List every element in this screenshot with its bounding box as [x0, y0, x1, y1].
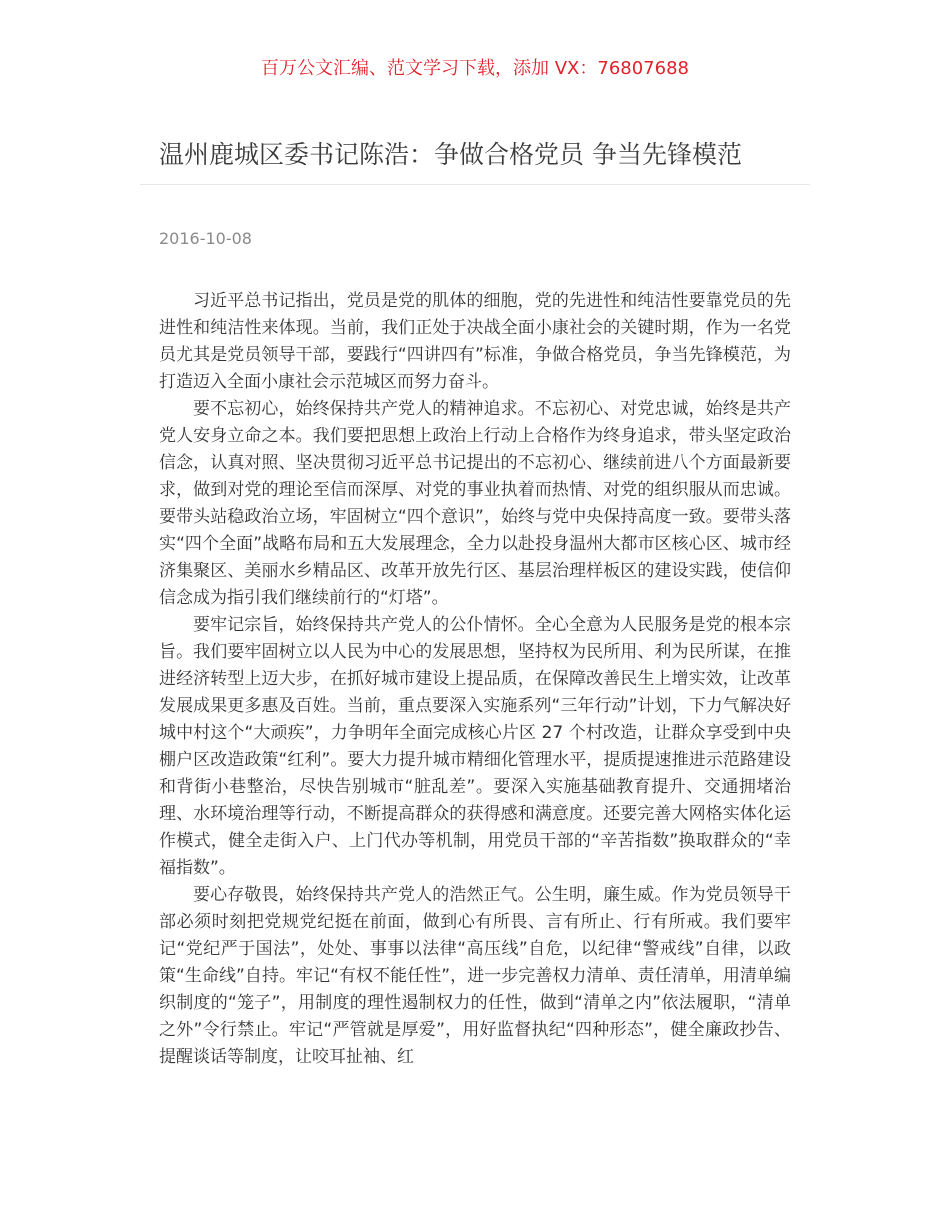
article-paragraph: 要不忘初心，始终保持共产党人的精神追求。不忘初心、对党忠诚，始终是共产党人安身立命之本。我们要把思想上政治上行动上合格作为终身追求，带头坚定政治信念，认真对照、坚决贯彻习近平总书记提出的不忘初心、继续前进八个方面最新要求，做到对党的理论至信而深厚、对党的事业执着而热情、对党的组织服从而忠诚。要带头站稳政治立场，牢固树立“四个意识”，始终与党中央保持高度一致。要带头落实“四个全面”战略布局和五大发展理念，全力以赴投身温州大都市区核心区、城市经济集聚区、美丽水乡精品区、改革开放先行区、基层治理样板区的建设实践，使信仰信念成为指引我们继续前行的“灯塔”。: [159, 399, 791, 608]
article-body: [159, 288, 791, 1071]
title-divider: [140, 184, 810, 185]
article-paragraph: 习近平总书记指出，党员是党的肌体的细胞，党的先进性和纯洁性要靠党员的先进性和纯洁性来体现。当前，我们正处于决战全面小康社会的关键时期，作为一名党员尤其是党员领导干部，要践行“四讲四有”标准，争做合格党员，争当先锋模范，为打造迈入全面小康社会示范城区而努力奋斗。: [159, 291, 791, 392]
article-paragraph: 要牢记宗旨，始终保持共产党人的公仆情怀。全心全意为人民服务是党的根本宗旨。我们要牢固树立以人民为中心的发展思想，坚持权为民所用、利为民所谋，在推进经济转型上迈大步，在抓好城市建设上提品质，在保障改善民生上增实效，让改革发展成果更多惠及百姓。当前，重点要深入实施系列“三年行动”计划，下力气解决好城中村这个“大顽疾”，力争明年全面完成核心片区 27 个村改造，让群众享受到中央棚户区改造政策“红利”。要大力提升城市精细化管理水平，提质提速推进示范路建设和背街小巷整治，尽快告别城市“脏乱差”。要深入实施基础教育提升、交通拥堵治理、水环境治理等行动，不断提高群众的获得感和满意度。还要完善大网格实体化运作模式，健全走街入户、上门代办等机制，用党员干部的“辛苦指数”换取群众的“幸福指数”。: [159, 615, 791, 878]
article-paragraph: 要心存敬畏，始终保持共产党人的浩然正气。公生明，廉生威。作为党员领导干部必须时刻把党规党纪挺在前面，做到心有所畏、言有所止、行有所戒。我们要牢记“党纪严于国法”，处处、事事以法律“高压线”自危，以纪律“警戒线”自律，以政策“生命线”自持。牢记“有权不能任性”，进一步完善权力清单、责任清单，用清单编织制度的“笼子”，用制度的理性遏制权力的任性，做到“清单之内”依法履职，“清单之外”令行禁止。牢记“严管就是厚爱”，用好监督执纪“四种形态”，健全廉政抄告、提醒谈话等制度，让咬耳扯袖、红: [159, 885, 791, 1067]
promo-banner: 百万公文汇编、范文学习下载，添加 VX：76807688: [261, 58, 689, 79]
article-title: 温州鹿城区委书记陈浩：争做合格党员 争当先锋模范: [159, 140, 742, 169]
publish-date: 2016-10-08: [159, 229, 252, 248]
